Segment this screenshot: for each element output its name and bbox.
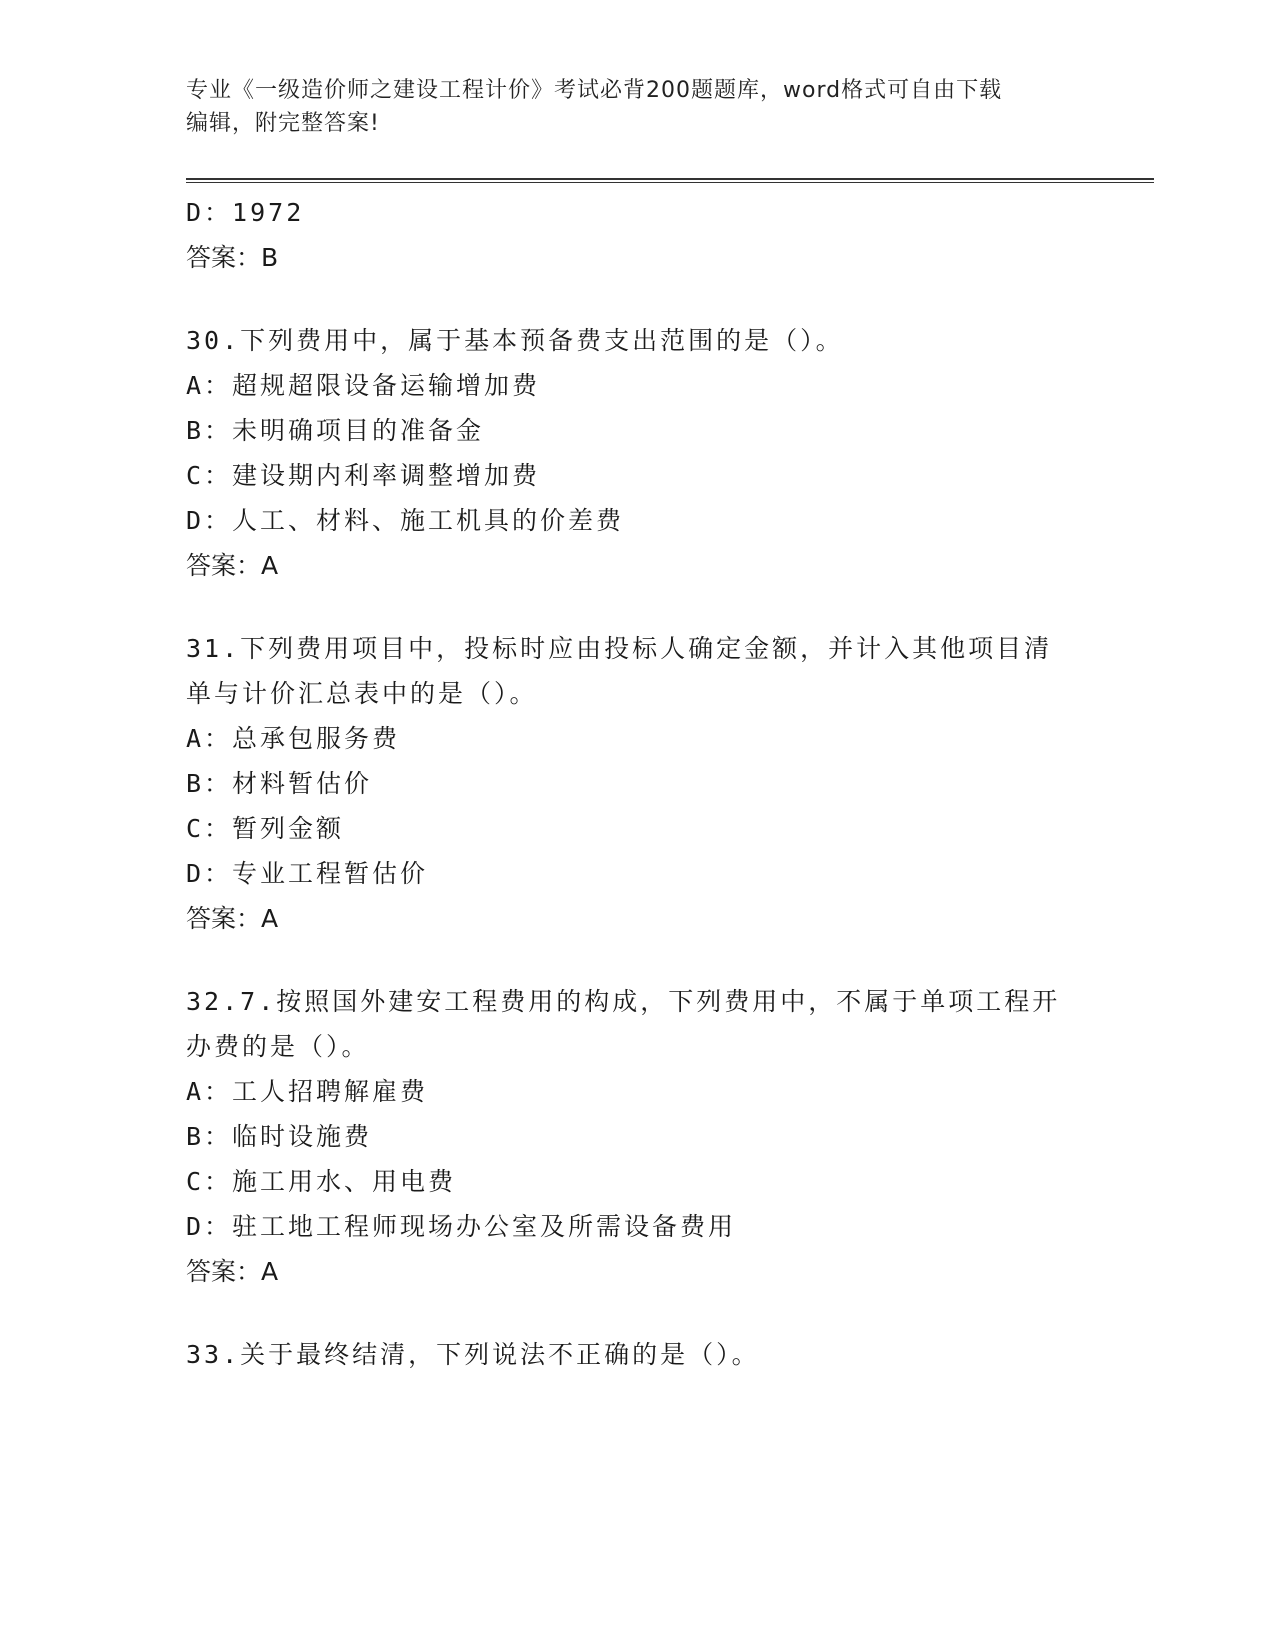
option-b: B：临时设施费 (186, 1122, 373, 1151)
answer-line: 答案：A (186, 551, 279, 580)
question-stem-cont: 单与计价汇总表中的是（）。 (186, 679, 538, 708)
question-stem: 31.下列费用项目中，投标时应由投标人确定金额，并计入其他项目清 (186, 634, 1053, 663)
option-b: B：未明确项目的准备金 (186, 416, 485, 445)
option-d: D：人工、材料、施工机具的价差费 (186, 506, 625, 535)
option-d: D：1972 (186, 198, 305, 227)
question-stem: 33.关于最终结清，下列说法不正确的是（）。 (186, 1340, 760, 1369)
option-b: B：材料暂估价 (186, 769, 373, 798)
option-d: D：驻工地工程师现场办公室及所需设备费用 (186, 1212, 737, 1241)
question-32 (186, 979, 1086, 1294)
question-33 (186, 1332, 1086, 1377)
option-d: D：专业工程暂估价 (186, 859, 429, 888)
previous-question-tail (186, 190, 1086, 280)
option-a: A：工人招聘解雇费 (186, 1077, 429, 1106)
question-31 (186, 626, 1086, 941)
header-line-2: 编辑，附完整答案! (186, 111, 380, 136)
answer-line: 答案：A (186, 1257, 279, 1286)
question-stem-cont: 办费的是（）。 (186, 1032, 370, 1061)
answer-line: 答案：A (186, 904, 279, 933)
header-divider (186, 178, 1154, 183)
option-c: C：暂列金额 (186, 814, 345, 843)
option-a: A：超规超限设备运输增加费 (186, 371, 541, 400)
page-header (186, 74, 1086, 140)
option-a: A：总承包服务费 (186, 724, 401, 753)
question-stem: 32.7.按照国外建安工程费用的构成，下列费用中，不属于单项工程开 (186, 987, 1061, 1016)
question-stem: 30.下列费用中，属于基本预备费支出范围的是（）。 (186, 326, 844, 355)
answer-line: 答案：B (186, 243, 279, 272)
option-c: C：建设期内利率调整增加费 (186, 461, 541, 490)
question-30 (186, 318, 1086, 588)
option-c: C：施工用水、用电费 (186, 1167, 457, 1196)
question-content (186, 190, 1086, 1377)
header-line-1: 专业《一级造价师之建设工程计价》考试必背200题题库，word格式可自由下载 (186, 78, 1003, 103)
